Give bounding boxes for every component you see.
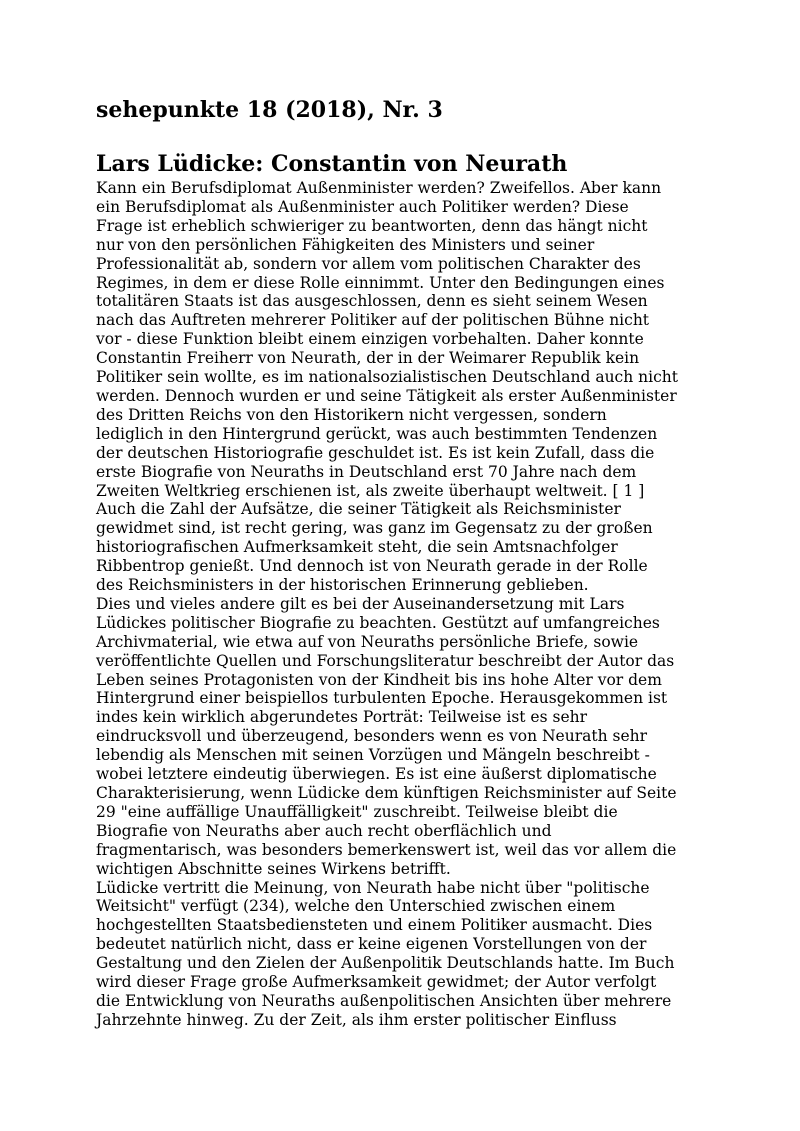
text-line: Jahrzehnte hinweg. Zu der Zeit, als ihm erster politischer Einfluss [96,1010,617,1029]
text-line: Charakterisierung, wenn Lüdicke dem künftigen Reichsminister auf Seite [96,784,677,802]
text-line: Zweiten Weltkrieg erschienen ist, als zweite überhaupt weltweit. [ 1 ] [96,481,645,500]
text-line: wird dieser Frage große Aufmerksamkeit gewidmet; der Autor verfolgt [96,973,657,992]
text-line: lebendig als Menschen mit seinen Vorzügen und Mängeln beschreibt - [96,746,650,765]
text-line: vor - diese Funktion bleibt einem einzigen vorbehalten. Daher konnte [96,330,644,349]
body-paragraph [96,879,706,1030]
body-paragraph [96,179,706,595]
text-line: fragmentarisch, was besonders bemerkenswert ist, weil das vor allem die [96,840,677,859]
text-line: erste Biografie von Neuraths in Deutschland erst 70 Jahre nach dem [96,462,637,481]
text-line: Archivmaterial, wie etwa auf von Neuraths persönliche Briefe, sowie [96,632,639,651]
text-line: totalitären Staats ist das ausgeschlossen, denn es sieht seinem Wesen [96,292,648,311]
text-line: historiografischen Aufmerksamkeit steht, die sein Amtsnachfolger [96,538,618,557]
text-line: wobei letztere eindeutig überwiegen. Es ist eine äußerst diplomatische [96,765,657,784]
text-line: lediglich in den Hintergrund gerückt, was auch bestimmten Tendenzen [96,424,658,443]
text-line: Leben seines Protagonisten von der Kindheit bis ins hohe Alter vor dem [96,670,662,689]
article-title: Lars Lüdicke: Constantin von Neurath [96,151,568,177]
article-body [96,179,706,1030]
text-line: ein Berufsdiplomat als Außenminister auch Politiker werden? Diese [96,197,629,216]
text-line: bedeutet natürlich nicht, dass er keine eigenen Vorstellungen von der [96,935,647,954]
text-line: Dies und vieles andere gilt es bei der Auseinandersetzung mit Lars [96,594,625,613]
text-line: die Entwicklung von Neuraths außenpolitischen Ansichten über mehrere [96,991,672,1010]
text-line: Ribbentrop genießt. Und dennoch ist von Neurath gerade in der Rolle [96,557,648,576]
text-line: Lüdickes politischer Biografie zu beachten. Gestützt auf umfangreiches [96,613,660,632]
text-line: gewidmet sind, ist recht gering, was ganz im Gegensatz zu der großen [96,519,653,538]
text-line: Weitsicht" verfügt (234), welche den Unterschied zwischen einem [96,897,616,916]
text-line: Auch die Zahl der Aufsätze, die seiner Tätigkeit als Reichsminister [96,500,621,519]
text-line: 29 "eine auffällige Unauffälligkeit" zuschreibt. Teilweise bleibt die [96,802,618,821]
text-line: Frage ist erheblich schwieriger zu beantworten, denn das hängt nicht [96,216,648,235]
text-line: des Dritten Reichs von den Historikern nicht vergessen, sondern [96,405,607,424]
text-line: Constantin Freiherr von Neurath, der in der Weimarer Republik kein [96,349,640,368]
text-line: der deutschen Historiografie geschuldet ist. Es ist kein Zufall, dass die [96,443,655,462]
journal-title: sehepunkte 18 (2018), Nr. 3 [96,97,443,123]
text-line: Kann ein Berufsdiplomat Außenminister werden? Zweifellos. Aber kann [96,179,662,197]
text-line: Professionalität ab, sondern vor allem vom politischen Charakter des [96,254,641,273]
text-line: Gestaltung und den Zielen der Außenpolitik Deutschlands hatte. Im Buch [96,954,675,973]
text-line: des Reichsministers in der historischen Erinnerung geblieben. [96,576,589,595]
document-page [96,96,706,1030]
text-line: Politiker sein wollte, es im nationalsozialistischen Deutschland auch nicht [96,368,678,387]
text-line: veröffentlichte Quellen und Forschungsliteratur beschreibt der Autor das [96,651,675,670]
text-line: nach das Auftreten mehrerer Politiker auf der politischen Bühne nicht [96,311,650,330]
text-line: eindrucksvoll und überzeugend, besonders wenn es von Neurath sehr [96,727,648,746]
text-line: Hintergrund einer beispiellos turbulenten Epoche. Herausgekommen ist [96,689,668,708]
body-paragraph [96,595,706,879]
text-line: hochgestellten Staatsbediensteten und einem Politiker ausmacht. Dies [96,916,653,935]
text-line: wichtigen Abschnitte seines Wirkens betrifft. [96,859,451,878]
text-line: Lüdicke vertritt die Meinung, von Neurath habe nicht über "politische [96,878,650,897]
text-line: Biografie von Neuraths aber auch recht oberflächlich und [96,821,552,840]
text-line: werden. Dennoch wurden er und seine Tätigkeit als erster Außenminister [96,386,677,405]
text-line: Regimes, in dem er diese Rolle einnimmt. Unter den Bedingungen eines [96,273,665,292]
text-line: indes kein wirklich abgerundetes Porträt: Teilweise ist es sehr [96,708,588,727]
text-line: nur von den persönlichen Fähigkeiten des Ministers und seiner [96,235,595,254]
